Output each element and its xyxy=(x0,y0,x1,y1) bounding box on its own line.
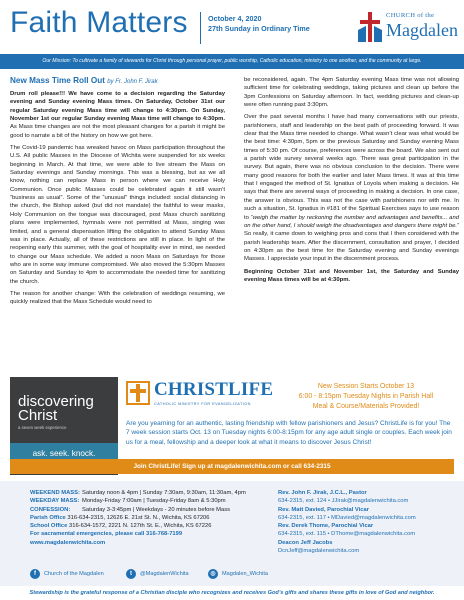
weekend-mass-times: Saturday noon & 4pm | Sunday 7:30am, 9:30am, 11:30am, 4pm xyxy=(82,490,246,496)
paragraph-text: Over the past several months I have had many conversations with our priests, parishioners, staff and leadership on the best path of proceeding forward. It was clear that the Mass time needed to change. What wasn’t clear was what would be the best time: 4:30pm, 5pm or the previous Saturday and Sunday evening Mass times of 5:30 pm. Of course, preferences were across the board. We also sent out a parish wide survey several weeks ago. There was great participation in the survey. But again, there was no obvious conclusion to the decision. There were many good reasons for both the earlier and later Mass times. It was at this time that I engaged the method of St. Ignatius of Loyola when making a decision. He says that there are several ways of proceeding in making a decision. In one case, the answer is obvious. This was not the case with parishioners nor with me. In such a situation, St. Ignatius in #181 of the Spiritual Exercises says to use reason to xyxy=(244,114,459,221)
clergy-name: Deacon Jeff Jacobs xyxy=(278,539,333,546)
social-links xyxy=(30,568,450,580)
newsletter-title: Faith Matters xyxy=(10,6,188,39)
instagram-handle: Magdalen_Wichita xyxy=(222,571,269,577)
sacramental-emergency: For sacramental emergencies, please call 316-768-7199 xyxy=(30,531,183,538)
ignatius-quote: “weigh the matter by reckoning the number and advantages and benefits... and on the other hand, I should weigh the disadvantages and dangers there might be.” xyxy=(244,214,459,229)
clergy-contact[interactable]: DcnJeff@magdalenwichita.com xyxy=(278,548,360,555)
clergy-contact[interactable]: 634-2315, ext. 117 • MDavied@magdalenwichita.com xyxy=(278,514,416,521)
article-paragraph: The reason for another change: With the celebration of weddings resuming, we quickly realized that the Mass Schedule would need to xyxy=(10,290,225,306)
confession-times: Saturday 3-3:45pm | Weekdays - 20 minutes before Mass xyxy=(82,506,231,513)
confession-label: CONFESSION: xyxy=(30,506,71,513)
article-byline: by Fr. John F. Jirak xyxy=(107,79,158,85)
book-band: ask. seek. knock. xyxy=(10,443,118,465)
issue-date-block xyxy=(208,14,310,34)
instagram-icon: ◎ xyxy=(208,569,218,579)
clergy-contact[interactable]: 634-2315, ext. 124 • JJirak@magdalenwichita.com xyxy=(278,498,409,505)
mission-statement: Our Mission: To cultivate a family of stewards for Christ through personal prayer, public worship, Catholic education, ministry to one another, and the community at large. xyxy=(0,54,464,69)
clergy-contact[interactable]: 634-2315, ext. 115 • DThome@magdalenwichita.com xyxy=(278,531,416,538)
school-office-info: 316-634-1572, 2221 N. 127th St. E., Wichita, KS 67226 xyxy=(69,523,212,530)
article-paragraph: The Covid-19 pandemic has wreaked havoc on Mass participation throughout the U.S. All public Masses in the Diocese of Wichita were suspended for six weeks beginning in March. At that time, we were able to live stream the Mass on Saturday evenings and Sunday mornings. This was a blessing, but as we all know, nothing can replace Mass in person where we can receive Holy Communion. Once public Masses could be celebrated again it still wasn’t “business as usual”. Some of the “unusual” things included: social distancing in the church, the Bishop asked (but did not mandate) the faithful to wear masks, Holy Communion on the tongue was discouraged, post Mass church sanitizing plans were implemented, hymnals were not permitted at Mass, singing was limited, and a general dispensation lifting the obligation to attend Sunday Mass was in place. Actually, all of these restrictions are still in place. In light of the reopening early this summer, with the goal of hospitality ever in mind, we needed to change our Mass schedule. We added a noon Mass on Saturdays for those who are in some way immune compromised. We also moved the 5:30pm Masses on Saturday and Sunday to 4pm to accommodate the needed time for sanitizing the church. xyxy=(10,145,225,285)
clergy-list xyxy=(278,489,458,555)
school-office-label: School Office xyxy=(30,523,68,530)
mass-schedule xyxy=(30,489,266,547)
newsletter-header xyxy=(0,0,464,54)
article-paragraph: be reconsidered, again. The 4pm Saturday evening Mass time was not allowing sufficient time for celebrating weddings, taking pictures and clean up before the 3pm Confessions on Saturday afternoon. In fact, wedding pictures and clean-up were often running past 3:30pm. xyxy=(244,77,459,109)
session-info xyxy=(278,382,454,412)
article-title xyxy=(10,76,158,85)
weekday-mass-times: Monday-Friday 7:00am | Tuesday-Friday 8am & 5:30pm xyxy=(82,498,226,505)
twitter-handle: @MagdalenWichita xyxy=(140,571,189,577)
closing-announcement: Beginning October 31st and November 1st, the Saturday and Sunday evening Mass times will be at 4:30pm. xyxy=(244,268,459,283)
clergy-name: Rev. Derek Thome, Parochial Vicar xyxy=(278,523,374,530)
logo-magdalen: Magdalen xyxy=(386,20,458,40)
facebook-link[interactable] xyxy=(30,568,104,580)
christlife-logo[interactable] xyxy=(126,379,274,411)
church-logo-icon xyxy=(356,12,384,42)
paragraph-text: So really, it came down to weighing pros and cons that I then considered with the parish leadership team. After the discernment, consultation and prayer, I decided on 4:30pm as the best time for the Saturday evening and Sunday evenings Masses. I appreciate your input in the discernment process. xyxy=(244,231,459,263)
book-title-line-1: discovering xyxy=(18,393,94,410)
confession-row xyxy=(30,506,266,514)
facebook-handle: Church of the Magdalen xyxy=(44,571,104,577)
article-paragraph xyxy=(10,90,225,140)
parish-office-info: 316-634-2315, 12626 E. 21st St. N., Wichita, KS 67206 xyxy=(67,514,210,521)
parish-website-link[interactable]: www.magdalenwichita.com xyxy=(30,539,106,546)
weekday-mass-label: WEEKDAY MASS: xyxy=(30,498,80,505)
christlife-name: CHRISTLIFE xyxy=(154,379,274,400)
article-column-right xyxy=(244,76,459,288)
instagram-link[interactable] xyxy=(208,568,268,580)
school-office-row xyxy=(30,522,266,530)
weekend-mass-label: WEEKEND MASS: xyxy=(30,490,80,496)
issue-occasion: 27th Sunday in Ordinary Time xyxy=(208,24,310,33)
stewardship-statement: Stewardship is the grateful response of a Christian disciple who recognizes and receives God’s gifts and shares these gifts in love of God and neighbor. xyxy=(29,590,435,596)
article-column-left xyxy=(10,90,225,311)
facebook-icon: f xyxy=(30,569,40,579)
session-time: 6:00 - 8:15pm Tuesday Nights in Parish Hall xyxy=(298,393,434,400)
issue-date: October 4, 2020 xyxy=(208,14,262,23)
book-title-line-2: Christ xyxy=(18,407,58,424)
parish-office-label: Parish Office xyxy=(30,514,66,521)
parish-office-row xyxy=(30,514,266,522)
book-subtitle: a seven week experience xyxy=(18,425,67,430)
weekday-mass-row xyxy=(30,497,266,505)
church-logo[interactable] xyxy=(356,8,460,48)
christlife-tagline: CATHOLIC MINISTRY FOR EVANGELIZATION xyxy=(154,401,251,406)
christlife-signup-banner[interactable]: Join ChristLife! Sign up at magdalenwichita.com or call 634-2315 xyxy=(10,459,454,474)
parish-info-footer xyxy=(0,481,464,586)
christlife-cross-icon xyxy=(126,381,150,405)
paragraph-text: As Mass time changes are not the most pleasant changes for a parish it might be good to narrate a bit of the history on how we got here. xyxy=(10,124,225,139)
article-headline: New Mass Time Roll Out xyxy=(10,76,105,85)
clergy-name: Rev. John F. Jirak, J.C.L., Pastor xyxy=(278,490,367,496)
weekend-mass-row xyxy=(30,489,266,497)
session-title: New Session Starts October 13 xyxy=(317,383,415,390)
promo-body: Are you yearning for an authentic, lasting friendship with fellow parishioners and Jesus? ChristLife is for you! The 7 week session starts Oct. 13 on Tuesday nights 6:00-8:15pm for any age adult single or couples. Each week join us for a meal, fellowship and a deeper look at what it means to discover Jesus Christ! xyxy=(126,420,452,446)
announcement-bold: Drum roll please!!! We have come to a decision regarding the Saturday evening and Sunday evening Mass times. On Saturday, October 31st our regular Saturday evening Mass time will change to 4:30pm. On Sunday, November 1st our regular Sunday evening Mass time will change to 4:30pm. xyxy=(10,91,225,123)
header-divider xyxy=(200,12,201,44)
logo-church-of-the: CHURCH of the xyxy=(386,12,435,19)
article-paragraph xyxy=(244,113,459,263)
clergy-name: Rev. Matt Davied, Parochial Vicar xyxy=(278,506,369,513)
session-meal: Meal & Course/Materials Provided! xyxy=(312,403,420,410)
twitter-icon: t xyxy=(126,569,136,579)
twitter-link[interactable] xyxy=(126,568,189,580)
